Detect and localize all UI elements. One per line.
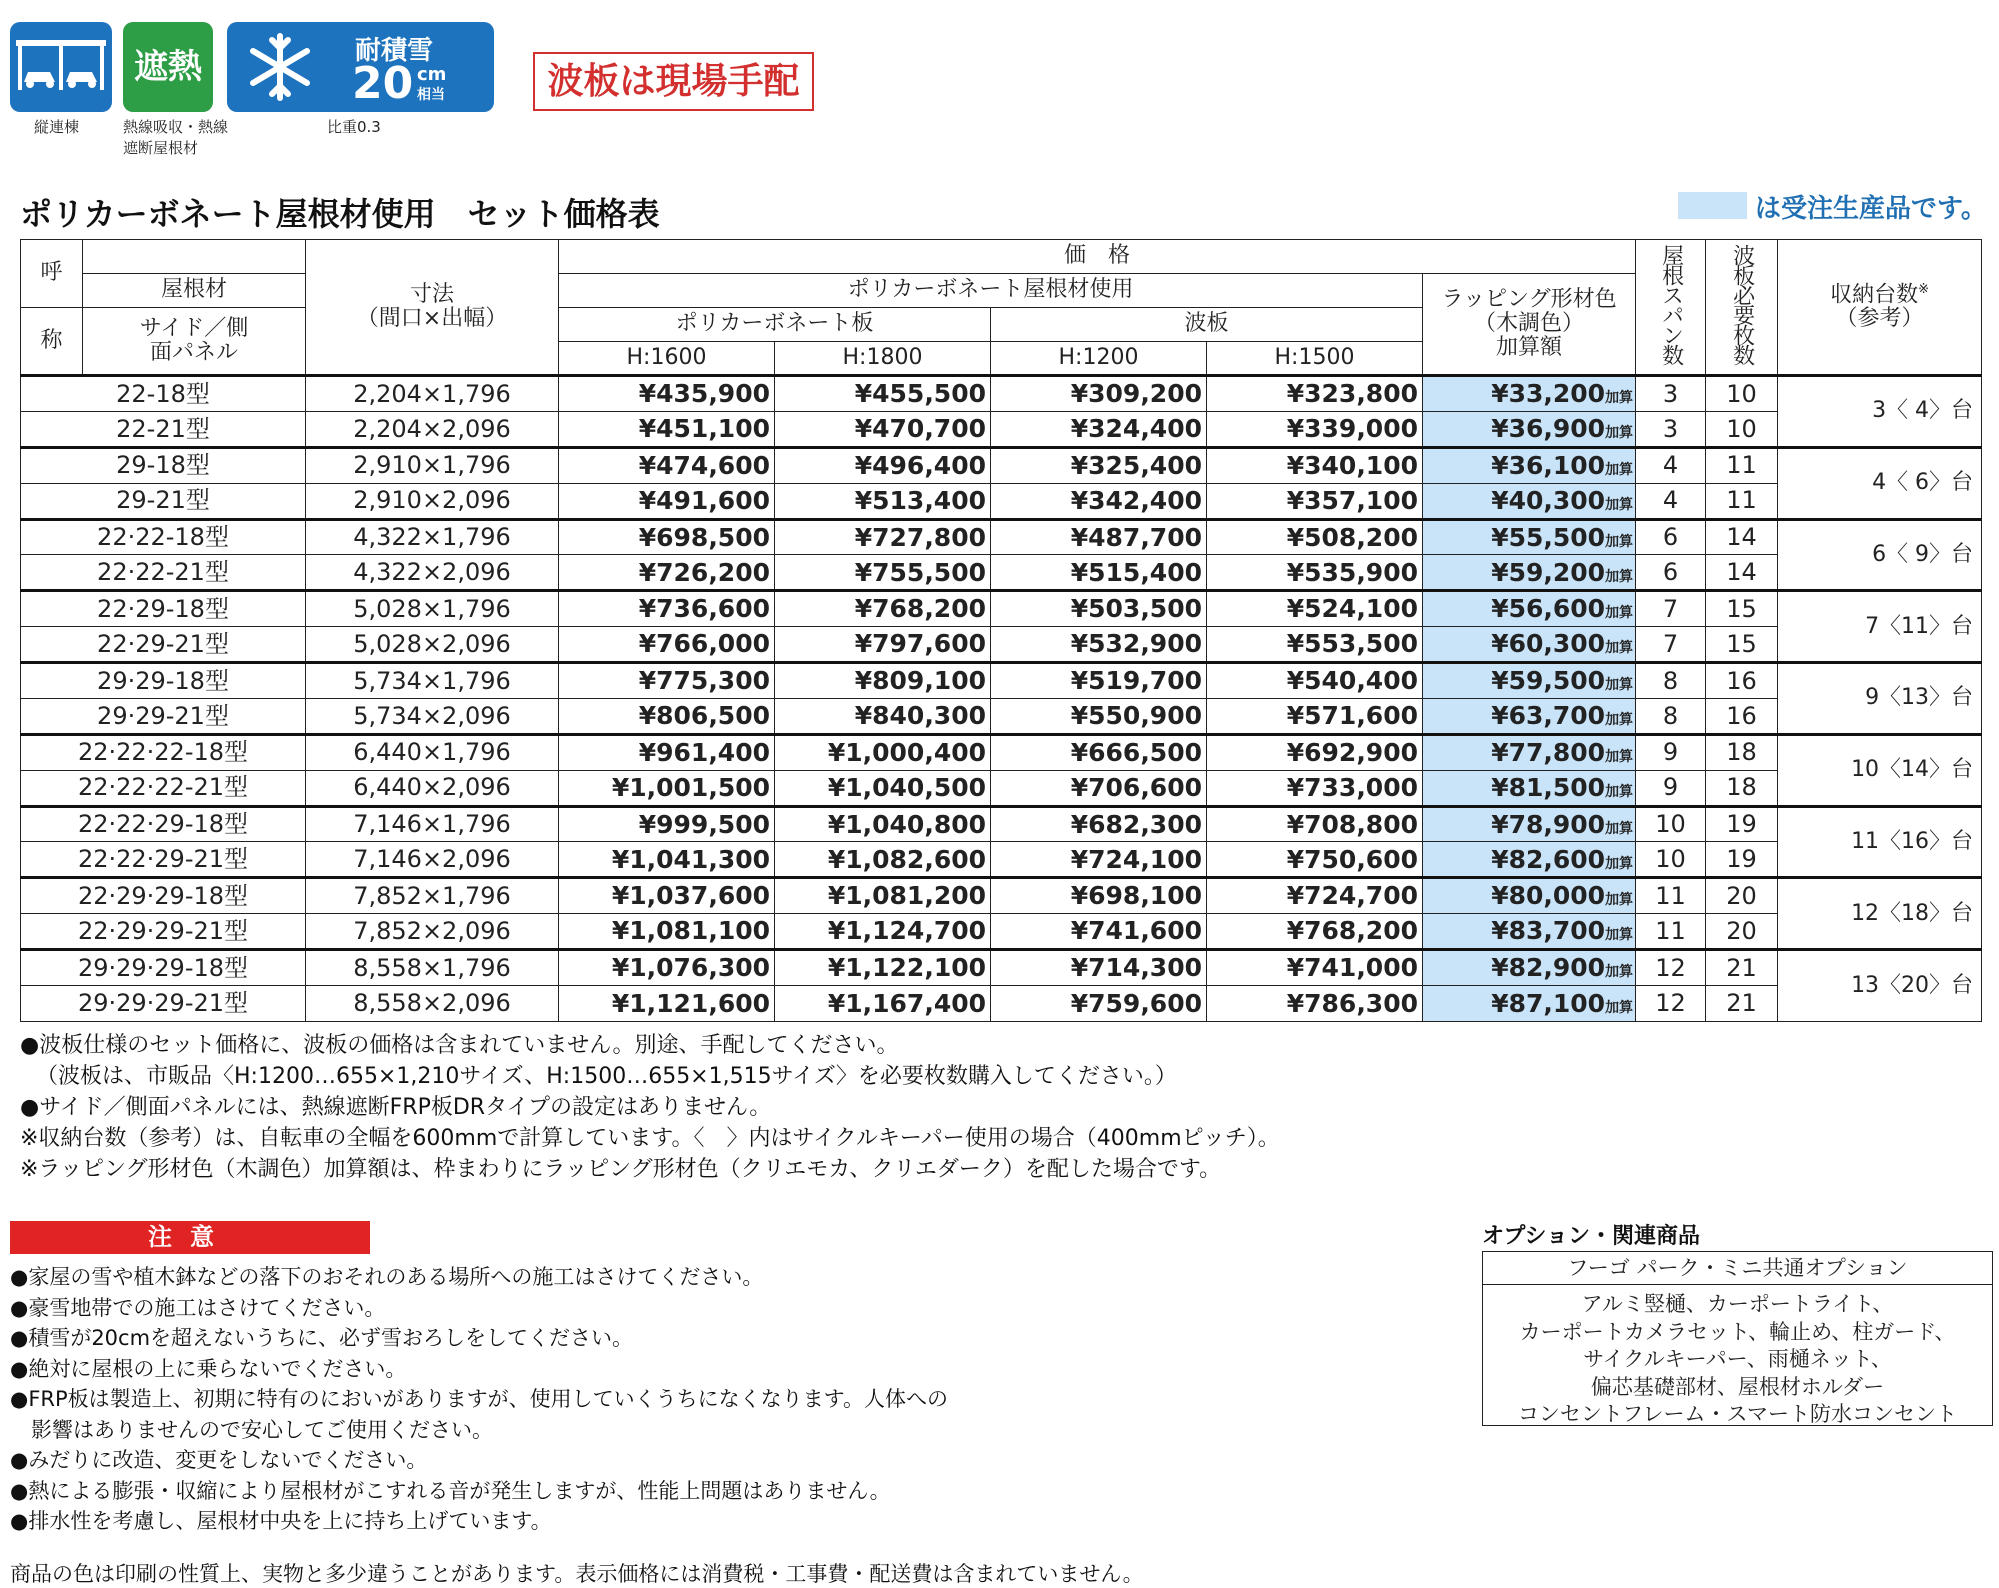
caution-item: ●みだりに改造、変更をしないでください。 xyxy=(10,1448,428,1472)
row-wave-h1500: ¥571,600 xyxy=(1207,698,1423,734)
row-type: 29-18型 xyxy=(21,447,306,483)
row-poly-h1600: ¥474,600 xyxy=(559,447,775,483)
row-sheets: 18 xyxy=(1706,734,1778,770)
row-storage: 4〈 6〉台 xyxy=(1778,447,1982,519)
header-poly-use: ポリカーボネート屋根材使用 xyxy=(559,274,1423,308)
row-wave-h1500: ¥340,100 xyxy=(1207,447,1423,483)
row-wrap-add: ¥87,100加算 xyxy=(1423,985,1636,1021)
row-poly-h1800: ¥1,167,400 xyxy=(775,985,991,1021)
table-row xyxy=(21,663,1982,699)
row-size: 2,204×1,796 xyxy=(306,376,559,412)
table-row xyxy=(21,591,1982,627)
row-sheets: 20 xyxy=(1706,878,1778,914)
row-span: 12 xyxy=(1636,985,1706,1021)
row-poly-h1800: ¥470,700 xyxy=(775,411,991,447)
header-wrap-2: （木調色） xyxy=(1474,310,1585,336)
options-title: オプション・関連商品 xyxy=(1482,1224,1701,1249)
table-row xyxy=(21,878,1982,914)
row-wrap-add: ¥40,300加算 xyxy=(1423,483,1636,519)
row-wave-h1200: ¥325,400 xyxy=(991,447,1207,483)
row-span: 3 xyxy=(1636,376,1706,412)
header-side: サイド／側面パネル xyxy=(83,308,306,376)
header-storage xyxy=(1778,240,1982,376)
row-poly-h1800: ¥1,124,700 xyxy=(775,914,991,950)
row-size: 7,852×1,796 xyxy=(306,878,559,914)
row-wave-h1500: ¥339,000 xyxy=(1207,411,1423,447)
row-size: 5,028×2,096 xyxy=(306,627,559,663)
row-poly-h1600: ¥1,041,300 xyxy=(559,842,775,878)
row-size: 7,146×1,796 xyxy=(306,806,559,842)
header-name-top: 呼 xyxy=(21,240,83,308)
price-table-body xyxy=(21,376,1982,1022)
row-wrap-add: ¥63,700加算 xyxy=(1423,698,1636,734)
row-storage: 10〈14〉台 xyxy=(1778,734,1982,806)
row-span: 7 xyxy=(1636,627,1706,663)
row-wave-h1200: ¥309,200 xyxy=(991,376,1207,412)
row-sheets: 18 xyxy=(1706,770,1778,806)
row-wave-h1200: ¥515,400 xyxy=(991,555,1207,591)
header-wrap-1: ラッピング形材色 xyxy=(1441,286,1617,312)
row-sheets: 16 xyxy=(1706,663,1778,699)
note-1: ●波板仕様のセット価格に、波板の価格は含まれていません。別途、手配してください。 xyxy=(20,1033,899,1058)
row-size: 8,558×2,096 xyxy=(306,985,559,1021)
carport-icon-tile xyxy=(10,22,112,112)
row-storage: 13〈20〉台 xyxy=(1778,950,1982,1022)
snow-caption: 比重0.3 xyxy=(327,118,381,136)
row-wrap-add: ¥78,900加算 xyxy=(1423,806,1636,842)
add-suffix: 加算 xyxy=(1605,533,1634,550)
caution-item: ●熱による膨張・収縮により屋根材がこすれる音が発生しますが、性能上問題はありません。 xyxy=(10,1478,891,1503)
header-wave: 波板 xyxy=(991,308,1423,342)
add-suffix: 加算 xyxy=(1605,712,1634,729)
row-wave-h1500: ¥553,500 xyxy=(1207,627,1423,663)
row-wave-h1500: ¥724,700 xyxy=(1207,878,1423,914)
row-wave-h1200: ¥503,500 xyxy=(991,591,1207,627)
row-wave-h1200: ¥759,600 xyxy=(991,985,1207,1021)
row-wrap-add: ¥59,500加算 xyxy=(1423,663,1636,699)
row-wave-h1500: ¥540,400 xyxy=(1207,663,1423,699)
add-suffix: 加算 xyxy=(1605,677,1634,694)
row-type: 22·22·22-21型 xyxy=(21,770,306,806)
add-suffix: 加算 xyxy=(1605,390,1634,407)
add-suffix: 加算 xyxy=(1605,892,1634,909)
row-poly-h1600: ¥698,500 xyxy=(559,519,775,555)
header-span: 屋根スパン数 xyxy=(1636,240,1706,376)
caution-item: ●FRP板は製造上、初期に特有のにおいがありますが、使用していくうちになくなります。人体への xyxy=(10,1387,948,1411)
add-suffix: 加算 xyxy=(1605,568,1634,585)
row-type: 29·29·29-21型 xyxy=(21,985,306,1021)
row-type: 22·22·29-21型 xyxy=(21,842,306,878)
snow-unit: cm xyxy=(417,64,447,85)
row-sheets: 11 xyxy=(1706,447,1778,483)
row-type: 22·22·29-18型 xyxy=(21,806,306,842)
row-wave-h1200: ¥724,100 xyxy=(991,842,1207,878)
row-wrap-add: ¥36,900加算 xyxy=(1423,411,1636,447)
footer-disclaimer: 商品の色は印刷の性質上、実物と多少違うことがあります。表示価格には消費税・工事費・配送費は含まれていません。 xyxy=(10,1562,1144,1586)
row-poly-h1600: ¥726,200 xyxy=(559,555,775,591)
row-sheets: 15 xyxy=(1706,591,1778,627)
row-storage: 6〈 9〉台 xyxy=(1778,519,1982,591)
row-wrap-add: ¥36,100加算 xyxy=(1423,447,1636,483)
note-2: （波板は、市販品〈H:1200…655×1,210サイズ、H:1500…655×1,515サイズ〉を必要枚数購入してください。） xyxy=(36,1064,1177,1089)
header-size-label: 寸法 xyxy=(409,281,454,307)
row-type: 22·29-21型 xyxy=(21,627,306,663)
row-storage: 11〈16〉台 xyxy=(1778,806,1982,878)
row-sheets: 10 xyxy=(1706,376,1778,412)
row-span: 8 xyxy=(1636,663,1706,699)
row-poly-h1800: ¥496,400 xyxy=(775,447,991,483)
row-storage: 9〈13〉台 xyxy=(1778,663,1982,735)
caution-item: ●絶対に屋根の上に乗らないでください。 xyxy=(10,1356,407,1381)
add-suffix: 加算 xyxy=(1605,496,1634,513)
row-span: 10 xyxy=(1636,842,1706,878)
row-poly-h1600: ¥736,600 xyxy=(559,591,775,627)
add-suffix: 加算 xyxy=(1605,999,1634,1016)
table-row xyxy=(21,985,1982,1021)
add-suffix: 加算 xyxy=(1605,927,1634,944)
row-poly-h1800: ¥1,122,100 xyxy=(775,950,991,986)
table-row xyxy=(21,519,1982,555)
options-body xyxy=(1483,1285,1992,1429)
row-poly-h1600: ¥1,081,100 xyxy=(559,914,775,950)
row-wave-h1500: ¥524,100 xyxy=(1207,591,1423,627)
caution-item: ●排水性を考慮し、屋根材中央を上に持ち上げています。 xyxy=(10,1509,552,1533)
table-row xyxy=(21,734,1982,770)
row-poly-h1800: ¥513,400 xyxy=(775,483,991,519)
add-suffix: 加算 xyxy=(1605,461,1634,478)
add-suffix: 加算 xyxy=(1605,640,1634,657)
header-storage-label: 収納台数 xyxy=(1830,281,1919,307)
row-wave-h1200: ¥550,900 xyxy=(991,698,1207,734)
options-line: サイクルキーパー、雨樋ネット、 xyxy=(1583,1347,1892,1371)
row-sheets: 21 xyxy=(1706,950,1778,986)
row-wave-h1200: ¥706,600 xyxy=(991,770,1207,806)
row-size: 8,558×1,796 xyxy=(306,950,559,986)
row-sheets: 16 xyxy=(1706,698,1778,734)
row-type: 29·29·29-18型 xyxy=(21,950,306,986)
row-wave-h1200: ¥324,400 xyxy=(991,411,1207,447)
options-line: カーポートカメラセット、輪止め、柱ガード、 xyxy=(1519,1319,1956,1344)
row-poly-h1600: ¥1,076,300 xyxy=(559,950,775,986)
row-wrap-add: ¥83,700加算 xyxy=(1423,914,1636,950)
snow-label-1: 耐積雪 xyxy=(355,36,434,66)
row-wave-h1500: ¥768,200 xyxy=(1207,914,1423,950)
row-span: 4 xyxy=(1636,447,1706,483)
row-span: 9 xyxy=(1636,770,1706,806)
price-table xyxy=(20,239,1982,1022)
add-suffix: 加算 xyxy=(1605,855,1634,872)
row-wrap-add: ¥56,600加算 xyxy=(1423,591,1636,627)
table-row xyxy=(21,555,1982,591)
row-poly-h1800: ¥1,081,200 xyxy=(775,878,991,914)
row-type: 29·29-21型 xyxy=(21,698,306,734)
row-type: 22·22-18型 xyxy=(21,519,306,555)
row-wrap-add: ¥81,500加算 xyxy=(1423,770,1636,806)
row-wave-h1200: ¥714,300 xyxy=(991,950,1207,986)
options-line: アルミ竪樋、カーポートライト、 xyxy=(1581,1292,1894,1316)
header-sheets: 波板必要枚数 xyxy=(1706,240,1778,376)
table-row xyxy=(21,770,1982,806)
row-poly-h1600: ¥999,500 xyxy=(559,806,775,842)
row-poly-h1800: ¥768,200 xyxy=(775,591,991,627)
row-poly-h1600: ¥775,300 xyxy=(559,663,775,699)
row-type: 22·29-18型 xyxy=(21,591,306,627)
row-wave-h1200: ¥519,700 xyxy=(991,663,1207,699)
row-poly-h1600: ¥1,121,600 xyxy=(559,985,775,1021)
header-storage-mark: ※ xyxy=(1918,281,1930,297)
caution-item: ●家屋の雪や植木鉢などの落下のおそれのある場所への施工はさけてください。 xyxy=(10,1265,764,1289)
row-sheets: 11 xyxy=(1706,483,1778,519)
header-wrap-3: 加算額 xyxy=(1496,335,1563,361)
row-sheets: 19 xyxy=(1706,806,1778,842)
row-poly-h1800: ¥1,000,400 xyxy=(775,734,991,770)
row-type: 22-21型 xyxy=(21,411,306,447)
row-size: 2,910×1,796 xyxy=(306,447,559,483)
note-4: ※収納台数（参考）は、自転車の全幅を600mmで計算しています。〈 〉内はサイクルキーパー使用の場合（400mmピッチ）。 xyxy=(20,1126,1280,1151)
options-head: フーゴ パーク・ミニ共通オプション xyxy=(1483,1252,1992,1285)
add-suffix: 加算 xyxy=(1605,783,1634,800)
table-row xyxy=(21,950,1982,986)
row-span: 3 xyxy=(1636,411,1706,447)
caution-item: ●豪雪地帯での施工はさけてください。 xyxy=(10,1295,386,1320)
row-span: 11 xyxy=(1636,914,1706,950)
row-wave-h1500: ¥535,900 xyxy=(1207,555,1423,591)
table-row xyxy=(21,698,1982,734)
header-wrap xyxy=(1423,274,1636,376)
carport-caption: 縦連棟 xyxy=(34,118,80,136)
row-wave-h1200: ¥741,600 xyxy=(991,914,1207,950)
row-wave-h1200: ¥532,900 xyxy=(991,627,1207,663)
car-icon xyxy=(10,22,112,112)
header-roof: 屋根材 xyxy=(83,274,306,308)
table-row xyxy=(21,483,1982,519)
header-h1800: H:1800 xyxy=(775,342,991,376)
row-storage: 12〈18〉台 xyxy=(1778,878,1982,950)
row-span: 6 xyxy=(1636,519,1706,555)
row-poly-h1800: ¥1,040,500 xyxy=(775,770,991,806)
header-poly: ポリカーボネート板 xyxy=(559,308,991,342)
heat-label: 遮熱 xyxy=(134,47,202,87)
table-row xyxy=(21,627,1982,663)
table-row xyxy=(21,914,1982,950)
row-sheets: 20 xyxy=(1706,914,1778,950)
row-span: 6 xyxy=(1636,555,1706,591)
row-wave-h1500: ¥708,800 xyxy=(1207,806,1423,842)
row-type: 22·29·29-21型 xyxy=(21,914,306,950)
heat-caption-1: 熱線吸収・熱線 xyxy=(123,118,229,136)
header-blank xyxy=(83,240,306,274)
row-wave-h1500: ¥741,000 xyxy=(1207,950,1423,986)
row-poly-h1800: ¥1,040,800 xyxy=(775,806,991,842)
row-wave-h1200: ¥342,400 xyxy=(991,483,1207,519)
row-poly-h1800: ¥840,300 xyxy=(775,698,991,734)
row-poly-h1600: ¥491,600 xyxy=(559,483,775,519)
row-wave-h1500: ¥733,000 xyxy=(1207,770,1423,806)
wave-sheet-tag: 波板は現場手配 xyxy=(533,52,814,111)
caution-item: ●積雪が20cmを超えないうちに、必ず雪おろしをしてください。 xyxy=(10,1326,634,1350)
row-poly-h1600: ¥451,100 xyxy=(559,411,775,447)
row-wrap-add: ¥55,500加算 xyxy=(1423,519,1636,555)
row-size: 4,322×1,796 xyxy=(306,519,559,555)
row-wrap-add: ¥82,900加算 xyxy=(1423,950,1636,986)
note-5: ※ラッピング形材色（木調色）加算額は、枠まわりにラッピング形材色（クリエモカ、クリエダーク）を配した場合です。 xyxy=(20,1157,1222,1182)
row-sheets: 14 xyxy=(1706,555,1778,591)
snow-icon-tile xyxy=(227,22,494,112)
row-poly-h1600: ¥1,037,600 xyxy=(559,878,775,914)
row-wave-h1500: ¥692,900 xyxy=(1207,734,1423,770)
table-row xyxy=(21,842,1982,878)
row-size: 7,146×2,096 xyxy=(306,842,559,878)
legend-swatch xyxy=(1678,192,1747,219)
add-suffix: 加算 xyxy=(1605,820,1634,837)
row-wave-h1500: ¥323,800 xyxy=(1207,376,1423,412)
add-suffix: 加算 xyxy=(1605,964,1634,981)
header-size xyxy=(306,240,559,376)
snow-label-2: 20 xyxy=(352,58,414,109)
page-title: ポリカーボネート屋根材使用 セット価格表 xyxy=(20,195,660,233)
row-type: 22·22·22-18型 xyxy=(21,734,306,770)
row-poly-h1600: ¥1,001,500 xyxy=(559,770,775,806)
row-size: 2,910×2,096 xyxy=(306,483,559,519)
row-wrap-add: ¥33,200加算 xyxy=(1423,376,1636,412)
header-name-bottom: 称 xyxy=(21,308,83,376)
row-size: 6,440×2,096 xyxy=(306,770,559,806)
row-wave-h1200: ¥682,300 xyxy=(991,806,1207,842)
row-storage: 7〈11〉台 xyxy=(1778,591,1982,663)
row-type: 22·22-21型 xyxy=(21,555,306,591)
row-wrap-add: ¥80,000加算 xyxy=(1423,878,1636,914)
row-span: 8 xyxy=(1636,698,1706,734)
row-sheets: 19 xyxy=(1706,842,1778,878)
options-line: コンセントフレーム・スマート防水コンセント xyxy=(1517,1402,1958,1426)
row-wrap-add: ¥77,800加算 xyxy=(1423,734,1636,770)
options-box xyxy=(1482,1251,1993,1426)
note-3: ●サイド／側面パネルには、熱線遮断FRP板DRタイプの設定はありません。 xyxy=(20,1095,772,1120)
table-row xyxy=(21,806,1982,842)
row-poly-h1800: ¥797,600 xyxy=(775,627,991,663)
caution-title: 注意 xyxy=(10,1221,370,1254)
row-span: 7 xyxy=(1636,591,1706,627)
table-row xyxy=(21,411,1982,447)
snowflake-icon xyxy=(235,22,325,112)
row-type: 29·29-18型 xyxy=(21,663,306,699)
add-suffix: 加算 xyxy=(1605,748,1634,765)
row-poly-h1800: ¥727,800 xyxy=(775,519,991,555)
header-storage-sub: （参考） xyxy=(1835,306,1924,332)
header-price: 価 格 xyxy=(559,240,1636,274)
row-wave-h1200: ¥698,100 xyxy=(991,878,1207,914)
row-poly-h1600: ¥806,500 xyxy=(559,698,775,734)
add-suffix: 加算 xyxy=(1605,605,1634,622)
row-sheets: 10 xyxy=(1706,411,1778,447)
row-sheets: 14 xyxy=(1706,519,1778,555)
row-span: 12 xyxy=(1636,950,1706,986)
heat-icon-tile xyxy=(123,22,213,112)
options-line: 偏芯基礎部材、屋根材ホルダー xyxy=(1590,1374,1885,1399)
row-storage: 3〈 4〉台 xyxy=(1778,376,1982,448)
row-span: 9 xyxy=(1636,734,1706,770)
legend-text: は受注生産品です。 xyxy=(1755,194,1987,224)
row-poly-h1800: ¥455,500 xyxy=(775,376,991,412)
row-poly-h1800: ¥755,500 xyxy=(775,555,991,591)
header-h1200: H:1200 xyxy=(991,342,1207,376)
row-wave-h1500: ¥508,200 xyxy=(1207,519,1423,555)
row-wave-h1500: ¥786,300 xyxy=(1207,985,1423,1021)
row-wrap-add: ¥82,600加算 xyxy=(1423,842,1636,878)
row-sheets: 21 xyxy=(1706,985,1778,1021)
table-row xyxy=(21,376,1982,412)
row-wrap-add: ¥59,200加算 xyxy=(1423,555,1636,591)
row-size: 5,734×1,796 xyxy=(306,663,559,699)
heat-caption-2: 遮断屋根材 xyxy=(123,139,199,157)
snow-unit-2: 相当 xyxy=(417,87,445,103)
row-span: 10 xyxy=(1636,806,1706,842)
row-size: 5,734×2,096 xyxy=(306,698,559,734)
row-span: 4 xyxy=(1636,483,1706,519)
row-poly-h1600: ¥435,900 xyxy=(559,376,775,412)
row-wave-h1200: ¥666,500 xyxy=(991,734,1207,770)
row-wave-h1200: ¥487,700 xyxy=(991,519,1207,555)
row-type: 29-21型 xyxy=(21,483,306,519)
row-type: 22·29·29-18型 xyxy=(21,878,306,914)
header-h1500: H:1500 xyxy=(1207,342,1423,376)
header-size-sub: （間口×出幅） xyxy=(356,306,508,331)
row-poly-h1600: ¥961,400 xyxy=(559,734,775,770)
table-row xyxy=(21,447,1982,483)
row-size: 5,028×1,796 xyxy=(306,591,559,627)
row-span: 11 xyxy=(1636,878,1706,914)
row-poly-h1600: ¥766,000 xyxy=(559,627,775,663)
row-size: 6,440×1,796 xyxy=(306,734,559,770)
row-type: 22-18型 xyxy=(21,376,306,412)
row-wrap-add: ¥60,300加算 xyxy=(1423,627,1636,663)
row-sheets: 15 xyxy=(1706,627,1778,663)
row-poly-h1800: ¥809,100 xyxy=(775,663,991,699)
header-h1600: H:1600 xyxy=(559,342,775,376)
row-wave-h1500: ¥357,100 xyxy=(1207,483,1423,519)
row-size: 2,204×2,096 xyxy=(306,411,559,447)
caution-item: 影響はありませんので安心してご使用ください。 xyxy=(10,1417,493,1442)
row-wave-h1500: ¥750,600 xyxy=(1207,842,1423,878)
row-size: 7,852×2,096 xyxy=(306,914,559,950)
add-suffix: 加算 xyxy=(1605,425,1634,442)
row-size: 4,322×2,096 xyxy=(306,555,559,591)
row-poly-h1800: ¥1,082,600 xyxy=(775,842,991,878)
